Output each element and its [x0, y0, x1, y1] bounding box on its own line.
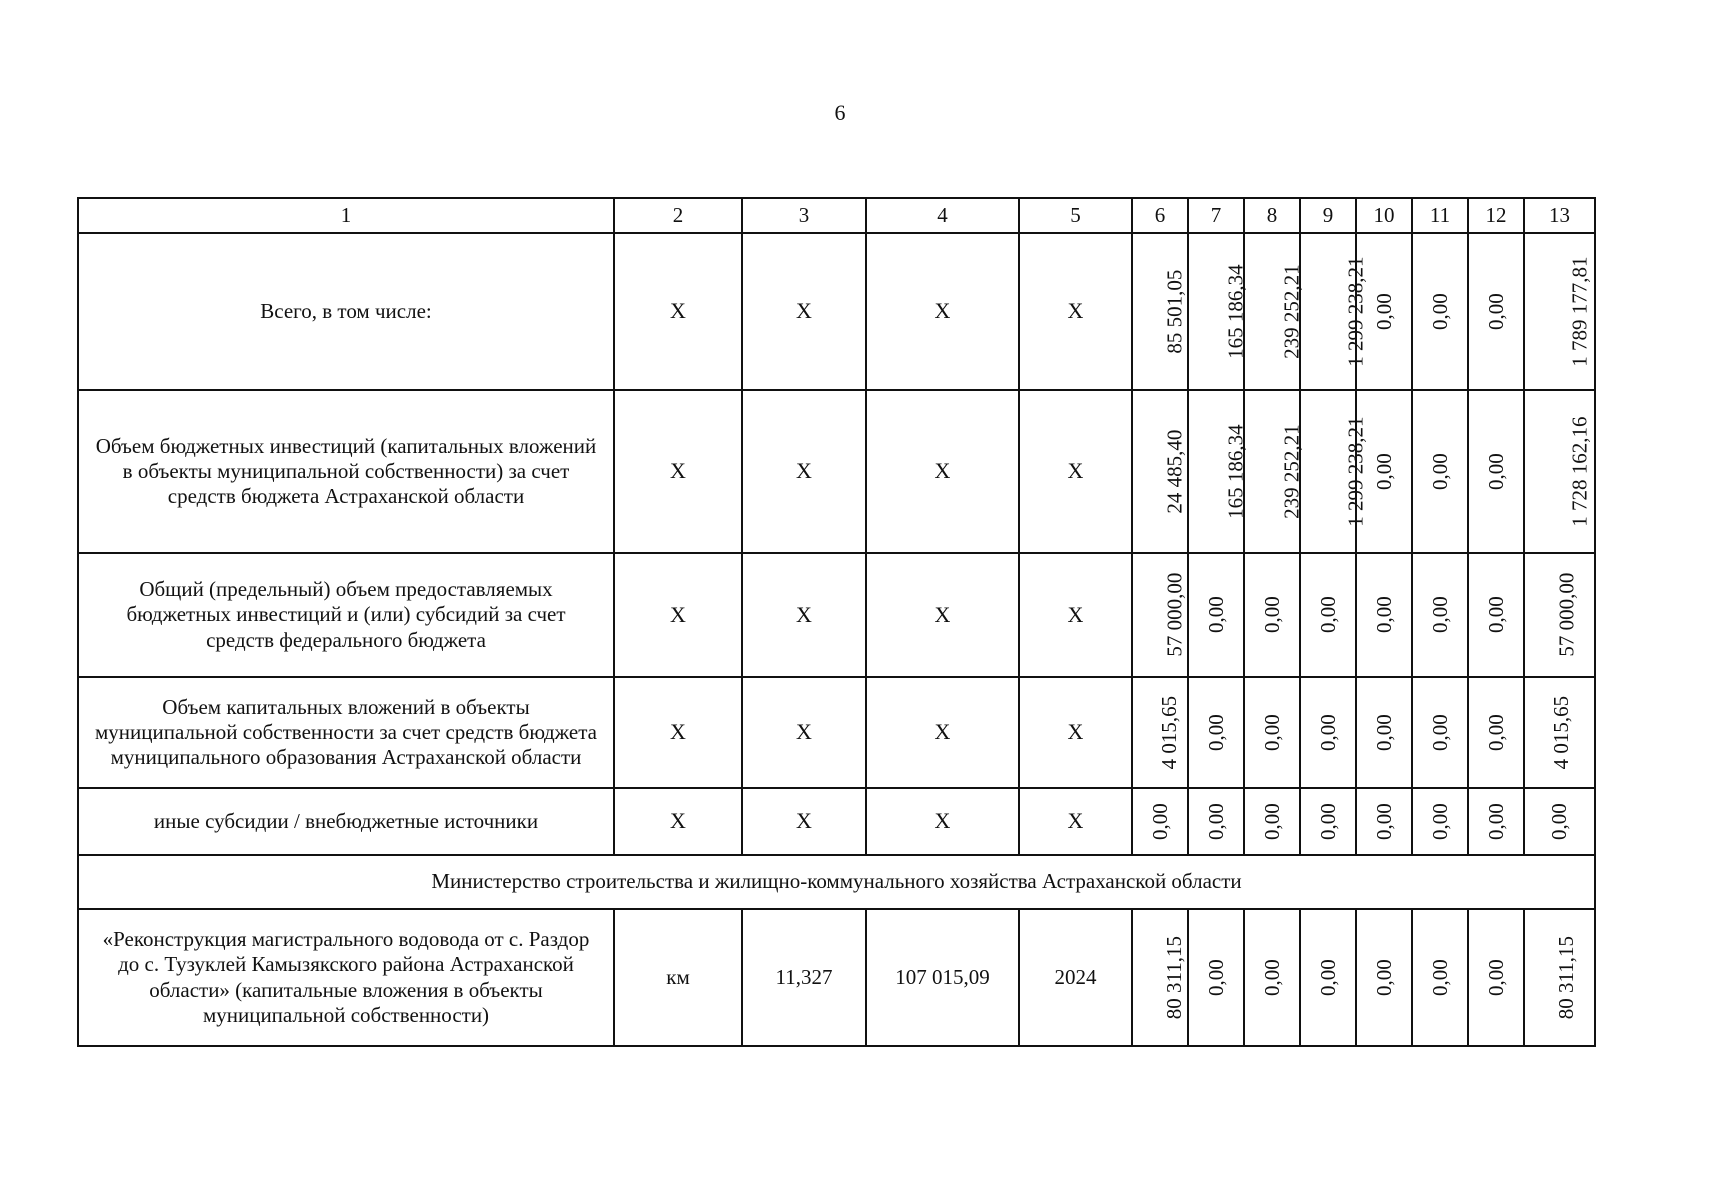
- value-text: 0,00: [1315, 959, 1340, 996]
- value-text: 0,00: [1259, 596, 1284, 634]
- project-label: «Реконструкция магистрального водовода от с. Раздор до с. Тузуклей Камызякского района Астраханской области» (капитальные вложения в объекты муниципальной собственности): [78, 909, 614, 1046]
- value-text: 0,00: [1315, 714, 1340, 751]
- col4-cell: X: [866, 233, 1019, 390]
- table-row-other-sources: [78, 788, 1595, 855]
- value-text: 4 015,65: [1157, 695, 1182, 770]
- value-cell: [1356, 677, 1412, 788]
- capacity-cell: 11,327: [742, 909, 866, 1046]
- row-label: Объем бюджетных инвестиций (капитальных вложений в объекты муниципальной собственности) за счет средств бюджета Астраханской области: [78, 390, 614, 553]
- value-text: 0,00: [1427, 453, 1452, 490]
- value-cell: [1132, 233, 1188, 390]
- value-text: 4 015,65: [1549, 695, 1574, 770]
- column-number: 11: [1412, 198, 1468, 233]
- column-number: 13: [1524, 198, 1595, 233]
- section-header-row: [78, 855, 1595, 909]
- value-text: 1 299 238,21: [1343, 416, 1368, 527]
- col3-cell: X: [742, 788, 866, 855]
- value-text: 1 728 162,16: [1567, 416, 1592, 527]
- value-cell: [1412, 233, 1468, 390]
- value-text: 0,00: [1203, 803, 1228, 840]
- value-cell: [1468, 233, 1524, 390]
- value-cell: [1524, 390, 1595, 553]
- value-cell: [1244, 909, 1300, 1046]
- value-cell: [1188, 553, 1244, 677]
- value-text: 239 252,21: [1279, 424, 1304, 519]
- value-text: 0,00: [1483, 596, 1508, 634]
- value-cell: [1524, 233, 1595, 390]
- value-text: 0,00: [1203, 959, 1228, 996]
- value-cell: [1132, 553, 1188, 677]
- column-number: 6: [1132, 198, 1188, 233]
- value-text: 239 252,21: [1279, 264, 1304, 359]
- value-text: 0,00: [1483, 714, 1508, 751]
- value-text: 0,00: [1371, 293, 1396, 330]
- col4-cell: X: [866, 788, 1019, 855]
- value-text: 0,00: [1483, 293, 1508, 330]
- value-text: 0,00: [1315, 596, 1340, 634]
- col4-cell: X: [866, 390, 1019, 553]
- col2-cell: X: [614, 233, 742, 390]
- value-cell: [1244, 233, 1304, 390]
- row-label: Общий (предельный) объем предоставляемых бюджетных инвестиций и (или) субсидий за счет средств федерального бюджета: [78, 553, 614, 677]
- value-text: 24 485,40: [1162, 429, 1187, 514]
- table-row-total: [78, 233, 1595, 390]
- value-cell: [1132, 390, 1188, 553]
- column-number: 1: [78, 198, 614, 233]
- value-cell: [1300, 788, 1356, 855]
- column-number: 9: [1300, 198, 1356, 233]
- value-text: 80 311,15: [1554, 935, 1579, 1020]
- column-number: 8: [1244, 198, 1300, 233]
- value-text: 0,00: [1427, 714, 1452, 751]
- value-text: 0,00: [1483, 803, 1508, 840]
- value-text: 0,00: [1259, 803, 1284, 840]
- column-number: 12: [1468, 198, 1524, 233]
- value-text: 0,00: [1546, 803, 1571, 840]
- value-cell: [1468, 909, 1524, 1046]
- col3-cell: X: [742, 390, 866, 553]
- value-text: 0,00: [1371, 714, 1396, 751]
- column-number: 7: [1188, 198, 1244, 233]
- value-text: 0,00: [1371, 453, 1396, 490]
- value-cell: [1244, 553, 1300, 677]
- value-text: 0,00: [1259, 714, 1284, 751]
- col5-cell: X: [1019, 233, 1132, 390]
- value-cell: [1356, 553, 1412, 677]
- value-text: 0,00: [1259, 959, 1284, 996]
- col5-cell: X: [1019, 553, 1132, 677]
- value-cell: [1468, 677, 1524, 788]
- value-text: 1 789 177,81: [1567, 256, 1592, 367]
- value-text: 0,00: [1371, 596, 1396, 634]
- value-cell: [1132, 788, 1188, 855]
- col3-cell: X: [742, 677, 866, 788]
- value-cell: [1188, 233, 1248, 390]
- value-cell: [1188, 909, 1244, 1046]
- column-number-row: [78, 198, 1595, 233]
- value-text: 0,00: [1427, 293, 1452, 330]
- column-number: 3: [742, 198, 866, 233]
- col2-cell: X: [614, 553, 742, 677]
- value-cell: [1356, 909, 1412, 1046]
- table-row-municipal-budget: [78, 677, 1595, 788]
- budget-table: [77, 197, 1596, 1047]
- value-text: 0,00: [1427, 959, 1452, 996]
- value-text: 57 000,00: [1162, 573, 1187, 657]
- section-title: Министерство строительства и жилищно-коммунального хозяйства Астраханской области: [78, 855, 1595, 909]
- value-cell: [1300, 553, 1356, 677]
- column-number: 4: [866, 198, 1019, 233]
- value-cell: [1356, 390, 1412, 553]
- value-text: 0,00: [1483, 959, 1508, 996]
- value-cell: [1244, 677, 1300, 788]
- value-cell: [1524, 788, 1595, 855]
- value-cell: [1188, 788, 1244, 855]
- column-number: 10: [1356, 198, 1412, 233]
- estimated-cost-cell: 107 015,09: [866, 909, 1019, 1046]
- value-text: 0,00: [1203, 596, 1228, 634]
- value-text: 0,00: [1427, 803, 1452, 840]
- col5-cell: X: [1019, 390, 1132, 553]
- value-text: 0,00: [1371, 959, 1396, 996]
- value-cell: [1524, 677, 1595, 788]
- value-text: 57 000,00: [1554, 573, 1579, 657]
- value-cell: [1300, 390, 1368, 553]
- value-cell: [1300, 233, 1368, 390]
- value-cell: [1188, 677, 1244, 788]
- value-text: 165 186,34: [1223, 264, 1248, 359]
- page-number: 6: [834, 100, 846, 125]
- table-row-federal-budget: [78, 553, 1595, 677]
- value-cell: [1356, 788, 1412, 855]
- value-text: 0,00: [1483, 453, 1508, 490]
- col3-cell: X: [742, 233, 866, 390]
- value-text: 1 299 238,21: [1343, 256, 1368, 367]
- col5-cell: X: [1019, 788, 1132, 855]
- value-cell: [1412, 390, 1468, 553]
- unit-cell: км: [614, 909, 742, 1046]
- value-text: 85 501,05: [1162, 269, 1187, 354]
- value-text: 0,00: [1371, 803, 1396, 840]
- value-cell: [1244, 390, 1304, 553]
- column-number: 5: [1019, 198, 1132, 233]
- col4-cell: X: [866, 553, 1019, 677]
- value-cell: [1524, 553, 1595, 677]
- value-cell: [1244, 788, 1300, 855]
- value-cell: [1524, 909, 1595, 1046]
- value-cell: [1132, 909, 1188, 1046]
- value-cell: [1412, 788, 1468, 855]
- table-row-regional-budget: [78, 390, 1595, 553]
- col2-cell: X: [614, 788, 742, 855]
- column-number: 2: [614, 198, 742, 233]
- value-cell: [1300, 677, 1356, 788]
- value-cell: [1468, 788, 1524, 855]
- value-text: 165 186,34: [1223, 424, 1248, 519]
- col5-cell: X: [1019, 677, 1132, 788]
- row-label: Всего, в том числе:: [78, 233, 614, 390]
- value-text: 0,00: [1203, 714, 1228, 751]
- value-text: 80 311,15: [1162, 935, 1187, 1020]
- col2-cell: X: [614, 390, 742, 553]
- col3-cell: X: [742, 553, 866, 677]
- value-cell: [1132, 677, 1188, 788]
- value-text: 0,00: [1147, 803, 1172, 840]
- value-cell: [1188, 390, 1248, 553]
- value-text: 0,00: [1427, 596, 1452, 634]
- value-cell: [1412, 909, 1468, 1046]
- value-cell: [1412, 553, 1468, 677]
- value-cell: [1468, 553, 1524, 677]
- value-cell: [1356, 233, 1412, 390]
- year-cell: 2024: [1019, 909, 1132, 1046]
- value-cell: [1300, 909, 1356, 1046]
- col4-cell: X: [866, 677, 1019, 788]
- row-label: иные субсидии / внебюджетные источники: [78, 788, 614, 855]
- value-text: 0,00: [1315, 803, 1340, 840]
- value-cell: [1468, 390, 1524, 553]
- row-label: Объем капитальных вложений в объекты муниципальной собственности за счет средств бюджета муниципального образования Астраханской области: [78, 677, 614, 788]
- col2-cell: X: [614, 677, 742, 788]
- table-row-project: [78, 909, 1595, 1046]
- value-cell: [1412, 677, 1468, 788]
